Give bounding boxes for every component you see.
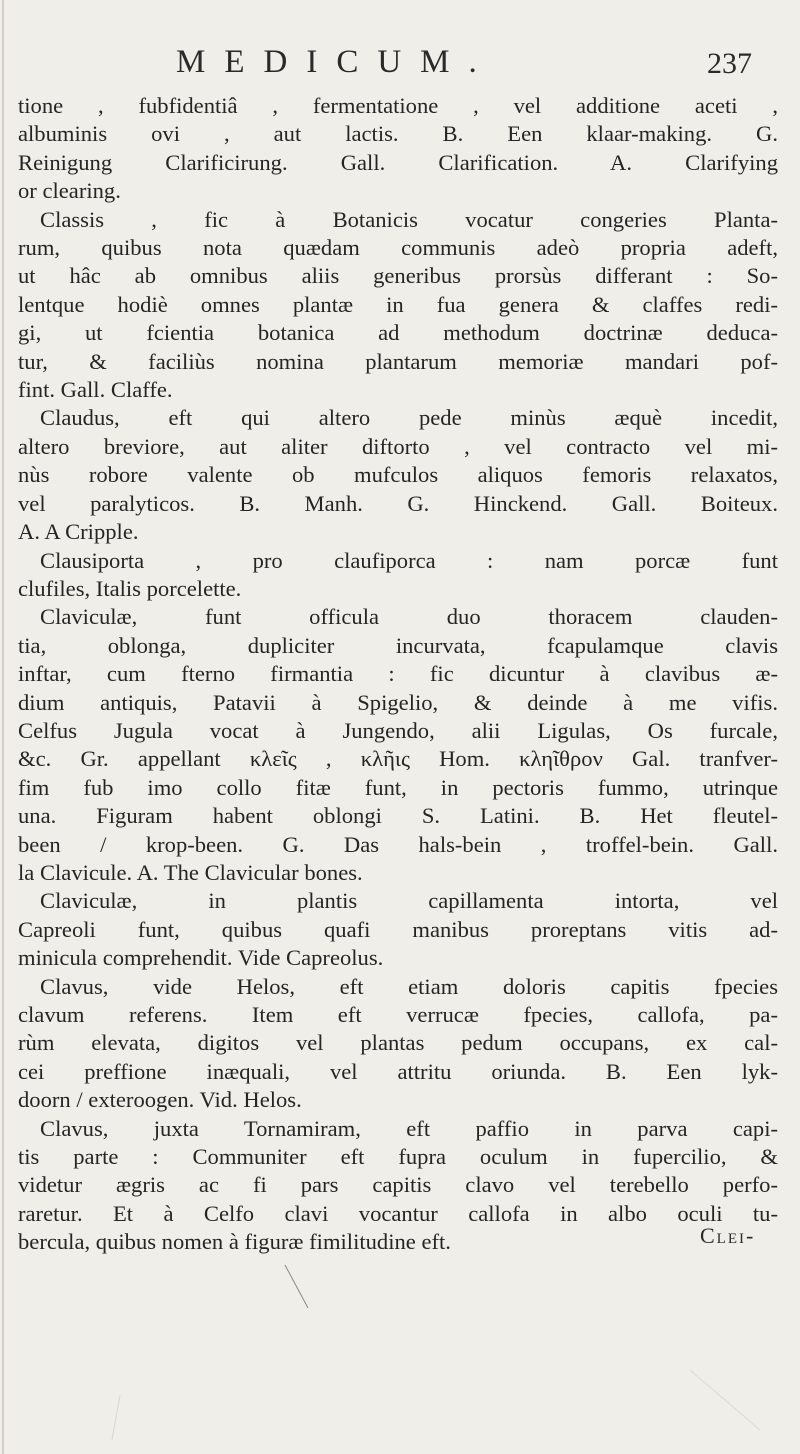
entry-clavus-2: [18, 1115, 778, 1257]
entry-clausiporta: [18, 547, 778, 604]
text-line: albuminis ovi , aut lactis. B. Een klaar-making. G.: [18, 121, 778, 147]
entry-headline: Claviculæ, funt officula duo thoracem clauden-: [40, 604, 778, 630]
stray-mark: [285, 1265, 308, 1308]
text-line: fint. Gall. Claffe.: [18, 377, 173, 403]
entry-headline: Classis , fic à Botanicis vocatur congeries Planta-: [40, 206, 778, 232]
text-line: nùs robore valente ob mufculos aliquos femoris relaxatos,: [18, 462, 778, 488]
catchword: Clei-: [700, 1223, 756, 1248]
text-line: fim fub imo collo fitæ funt, in pectoris fummo, utrinque: [18, 774, 778, 800]
text-line: Celfus Jugula vocat à Jungendo, alii Ligulas, Os furcale,: [18, 717, 778, 743]
text-line: clufiles, Italis porcelette.: [18, 575, 242, 601]
stray-mark: [112, 1395, 120, 1440]
text-line: altero breviore, aut aliter diftorto , vel contracto vel mi-: [18, 433, 778, 459]
entry-headline: Claudus, eft qui altero pede minùs æquè incedit,: [40, 405, 778, 431]
text-line: rum, quibus nota quædam communis adeò propria adeft,: [18, 235, 778, 261]
running-head: MEDICUM.: [176, 44, 496, 80]
text-line: gi, ut fcientia botanica ad methodum doctrinæ deduca-: [18, 320, 778, 346]
text-line: clavum referens. Item eft verrucæ fpecies, callofa, pa-: [18, 1002, 778, 1027]
entry-clarificatio-continued: [18, 92, 778, 206]
text-line: rùm elevata, digitos vel plantas pedum occupans, ex cal-: [18, 1030, 778, 1056]
entry-classis: [18, 206, 778, 405]
text-line: bercula, quibus nomen à figuræ fimilitudine eft.: [18, 1229, 451, 1255]
text-line: minicula comprehendit. Vide Capreolus.: [18, 945, 384, 971]
text-line: doorn / exteroogen. Vid. Helos.: [18, 1087, 302, 1113]
page-header: [0, 38, 800, 88]
text-line: lentque hodiè omnes plantæ in fua genera & claffes redi-: [18, 291, 778, 317]
text-line: la Clavicule. A. The Clavicular bones.: [18, 859, 363, 885]
text-line: ut hâc ab omnibus aliis generibus prorsùs differant : So-: [18, 263, 778, 289]
entry-headline: Clavus, vide Helos, eft etiam doloris capitis fpecies: [40, 973, 778, 999]
entry-headline: Claviculæ, in plantis capillamenta intorta, vel: [40, 888, 778, 914]
entry-headline: Clausiporta , pro claufiporca : nam porcæ funt: [40, 547, 778, 573]
page-number: 237: [707, 47, 752, 80]
entry-claudus: [18, 404, 778, 546]
text-line: A. A Cripple.: [18, 519, 139, 545]
stray-mark: [690, 1370, 760, 1430]
text-line: videtur ægris ac fi pars capitis clavo vel terebello perfo-: [18, 1172, 778, 1198]
text-line: been / krop-been. G. Das hals-bein , troffel-bein. Gall.: [18, 831, 778, 857]
text-line: tione , fubfidentiâ , fermentatione , vel additione aceti ,: [18, 93, 778, 118]
text-line: cei preffione inæquali, vel attritu oriunda. B. Een lyk-: [18, 1058, 778, 1084]
text-line: vel paralyticos. B. Manh. G. Hinckend. Gall. Boiteux.: [18, 490, 778, 516]
text-line: una. Figuram habent oblongi S. Latini. B. Het fleutel-: [18, 803, 778, 829]
page-edge-shadow: [2, 0, 4, 1454]
text-line: tis parte : Communiter eft fupra oculum in fupercilio, &: [18, 1144, 778, 1170]
text-line: tur, & faciliùs nomina plantarum memoriæ mandari pof-: [18, 348, 778, 374]
text-line: or clearing.: [18, 178, 121, 204]
text-line: Capreoli funt, quibus quafi manibus proreptans vitis ad-: [18, 916, 778, 942]
text-line: raretur. Et à Celfo clavi vocantur callofa in albo oculi tu-: [18, 1200, 778, 1226]
entry-claviculae-bones: [18, 603, 778, 887]
text-line: Reinigung Clarificirung. Gall. Clarification. A. Clarifying: [18, 149, 778, 175]
body-text: [18, 92, 778, 1257]
text-line: tia, oblonga, dupliciter incurvata, fcapulamque clavis: [18, 632, 778, 658]
text-line: &c. Gr. appellant κλεῖς , κλῆις Hom. κληῖθρον Gal. tranfver-: [18, 746, 778, 772]
text-line: inftar, cum fterno firmantia : fic dicuntur à clavibus æ-: [18, 661, 778, 687]
text-line: dium antiquis, Patavii à Spigelio, & deinde à me vifis.: [18, 689, 778, 715]
entry-headline: Clavus, juxta Tornamiram, eft paffio in parva capi-: [40, 1115, 778, 1141]
entry-claviculae-plants: [18, 887, 778, 972]
entry-clavus-1: [18, 973, 778, 1115]
